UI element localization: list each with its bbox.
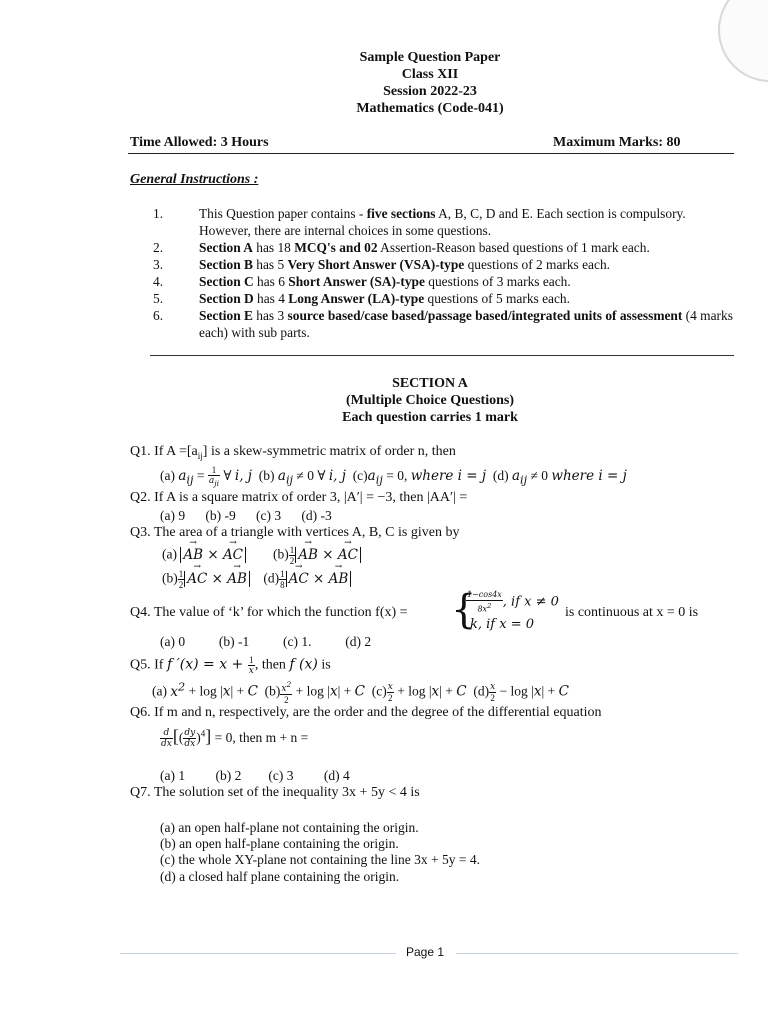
question-text: ] is a skew-symmetric matrix of order n, then (202, 444, 456, 459)
question-5-options: (a) $x^2 + \log |x| + C$ (b) $\frac{x^2}{2}$ + log |x| + C (c) $\frac{x}{2}$ + log |x| + C (d) $\frac{x}{2}$ − log |x| + C (152, 680, 569, 705)
question-7-option-d: (d) a closed half plane containing the origin. (160, 869, 400, 884)
question-text: Q5. If (130, 657, 164, 673)
instruction-number: 2. (153, 240, 164, 255)
instruction-text (199, 290, 739, 307)
subject-label: Mathematics (Code-041) (356, 101, 504, 116)
subscript: ij (197, 450, 203, 461)
option: (c) 3 (268, 768, 294, 783)
instruction-bold: source based/case based/passage based/integrated units of assessment (287, 308, 683, 323)
instruction-part: questions of 2 marks each. (464, 257, 610, 272)
section-title: SECTION A (392, 376, 468, 391)
instruction-bold: five sections (366, 206, 436, 221)
instruction-bold: Section B (199, 257, 253, 272)
instruction-part: questions of 5 marks each. (424, 291, 570, 306)
option: (b) -1 (218, 634, 250, 649)
instruction-part: This Question paper contains - (199, 206, 367, 221)
instruction-text (199, 273, 739, 290)
instruction-part: has 4 (253, 291, 289, 306)
question-7: Q7. The solution set of the inequality 3x + 5y < 4 is (130, 785, 420, 800)
time-allowed: Time Allowed: 3 Hours (130, 135, 269, 150)
instruction-part: has 6 (253, 274, 289, 289)
question-5: Q5. If f ′(x) = x + $\frac{1}{x}$ , then f (x) is (130, 655, 331, 676)
question-4: Q4. The value of ‘k’ for which the function f(x) = (130, 605, 408, 620)
instruction-part: (4 marks each) with sub parts. (199, 308, 733, 340)
instruction-part: questions of 3 marks each. (424, 274, 571, 289)
instruction-part: has 3 (252, 308, 288, 323)
question-4-tail: is continuous at x = 0 is (565, 605, 699, 620)
question-text: then (261, 657, 286, 673)
instruction-bold: Section E (199, 308, 253, 323)
paper-title: Sample Question Paper (359, 50, 501, 65)
general-instructions-heading: General Instructions : (130, 172, 259, 187)
instruction-bold: Long Answer (LA)-type (288, 291, 425, 306)
instructions-divider (150, 355, 734, 356)
piecewise-brace: { (451, 587, 477, 633)
instruction-bold: Very Short Answer (VSA)-type (287, 257, 465, 272)
page-number: Page 1 (406, 945, 445, 959)
instruction-bold: Section D (199, 291, 254, 306)
instruction-text (199, 307, 739, 341)
question-6-options (160, 768, 350, 784)
section-note: Each question carries 1 mark (342, 410, 518, 425)
instruction-number: 6. (153, 308, 164, 323)
instruction-text (199, 239, 739, 256)
instruction-part: A, B, C, D and E. Each section is compulsory. However, there are internal choices in some questions. (199, 206, 686, 238)
instruction-bold: Section C (199, 274, 254, 289)
option: (c) 3 (255, 508, 282, 523)
section-subtitle: (Multiple Choice Questions) (346, 393, 514, 408)
maximum-marks: Maximum Marks: 80 (553, 135, 681, 150)
piecewise-case-2: k, if x = 0 (470, 617, 535, 632)
header-divider (128, 153, 734, 154)
instruction-number: 1. (153, 206, 164, 221)
question-3: Q3. The area of a triangle with vertices A, B, C is given by (130, 525, 460, 540)
question-6-equation: $\frac{d}{dx}$ [( $\frac{dy}{dx}$ )$^4$] = 0, then m + n = (161, 726, 309, 750)
instruction-part: has 5 (252, 257, 288, 272)
class-label: Class XII (401, 67, 459, 82)
option: (c) 1. (282, 634, 312, 649)
instruction-number: 4. (153, 274, 164, 289)
question-1-options: (a) $a_{ij}$ = $\frac{1}{a_{ji}}$ ∀ i, j (b) $a_{ij} \ne 0$ ∀ i, j $(c)a_{ij} = 0$, where i = j (d) $a_{ij} \ne 0$ where i = j (160, 465, 627, 488)
question-text: = 0, then m + n = (214, 730, 309, 745)
instruction-bold: Section A (199, 240, 253, 255)
footer-rule-left (120, 953, 396, 954)
question-7-option-c: (c) the whole XY-plane not containing the line 3x + 5y = 4. (160, 852, 481, 867)
option: (a) 9 (160, 508, 186, 523)
session-label: Session 2022-23 (383, 84, 477, 99)
option: (d) 2 (345, 634, 372, 649)
question-7-option-a: (a) an open half-plane not containing the origin. (160, 820, 419, 835)
instruction-text (199, 205, 739, 239)
piecewise-case-1: $\frac{1-\cos 4x}{8x^2}$ , if x ≠ 0 (467, 590, 559, 614)
question-7-option-b: (b) an open half-plane containing the origin. (160, 836, 399, 851)
option: (b) 2 (215, 768, 242, 783)
option: (b) -9 (205, 508, 236, 523)
question-6: Q6. If m and n, respectively, are the order and the degree of the differential equation (130, 705, 602, 720)
option: (a) 0 (160, 634, 186, 649)
question-text: Q1. If A =[a (130, 444, 198, 459)
question-3-options-row-2: (b) $\frac{1}{2}$ → AC × → AB (d) $\frac{1}{8}$ → AC × → AB (162, 569, 351, 590)
option: (d) 4 (323, 768, 350, 783)
option: (d) -3 (301, 508, 332, 523)
option: (a) 1 (160, 768, 186, 783)
instruction-bold: Short Answer (SA)-type (288, 274, 425, 289)
question-2-options (160, 508, 332, 524)
instruction-number: 3. (153, 257, 164, 272)
instruction-number: 5. (153, 291, 164, 306)
instruction-text (199, 256, 739, 273)
instruction-part: Assertion-Reason based questions of 1 mark each. (377, 240, 650, 255)
instruction-bold: MCQ's and 02 (294, 240, 378, 255)
footer-rule-right (456, 953, 738, 954)
question-3-options-row-1: (a) → AB × → AC (b) $\frac{1}{2}$ → AB × → AC (162, 545, 361, 566)
question-2: Q2. If A is a square matrix of order 3, |A′| = −3, then |AA′| = (130, 490, 468, 505)
question-1 (130, 444, 456, 461)
question-4-options (160, 634, 371, 650)
instruction-part: has 18 (252, 240, 295, 255)
